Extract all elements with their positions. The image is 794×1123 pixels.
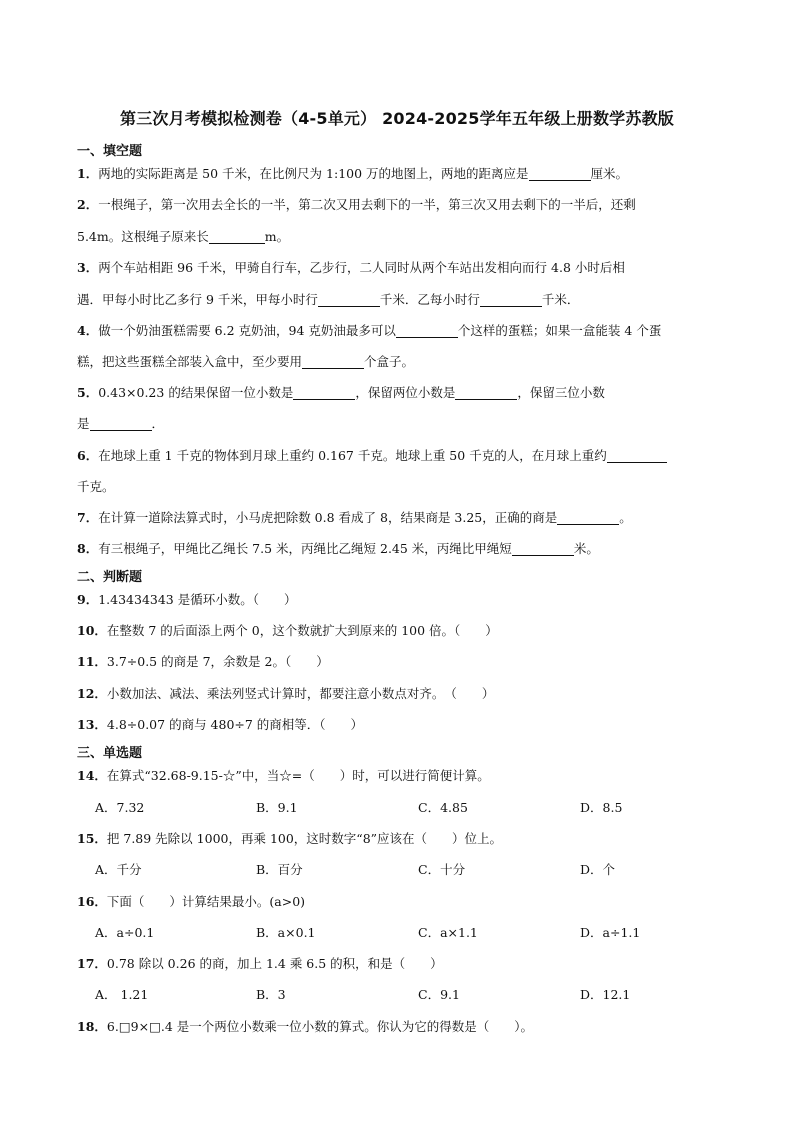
question-3 — [77, 259, 625, 277]
question-number: 5． — [77, 385, 99, 400]
question-number: 3． — [77, 260, 99, 275]
question-number: 14． — [77, 768, 107, 783]
question-text: 米。 — [573, 541, 599, 556]
question-text: 千克。 — [77, 479, 115, 494]
question-text: 6.□9×□.4 是一个两位小数乘一位小数的算式。你认为它的得数是（ ）。 — [106, 1019, 534, 1034]
option-d[interactable]: D．个 — [580, 862, 616, 877]
answer-blank[interactable] — [480, 293, 542, 307]
option-a[interactable]: A． 1.21 — [95, 987, 149, 1002]
answer-blank[interactable] — [318, 293, 380, 307]
question-text: 0.78 除以 0.26 的商，加上 1.4 乘 6.5 的积，和是（ ） — [106, 956, 443, 971]
answer-blank[interactable] — [557, 511, 619, 525]
option-a[interactable]: A．a÷0.1 — [95, 925, 155, 940]
question-number: 17． — [77, 956, 107, 971]
question-text: 5.4m。这根绳子原来长 — [77, 229, 209, 244]
section-judge-heading: 二、判断题 — [77, 570, 143, 585]
answer-blank[interactable] — [396, 324, 458, 338]
page-title: 第三次月考模拟检测卷（4-5单元） 2024-2025学年五年级上册数学苏教版 — [120, 109, 674, 128]
question-text: 下面（ ）计算结果最小。(a>0) — [106, 894, 306, 909]
question-5-cont — [77, 415, 164, 433]
question-7 — [77, 509, 632, 527]
question-text: 做一个奶油蛋糕需要 6.2 克奶油，94 克奶油最多可以 — [98, 323, 396, 338]
question-number: 12． — [77, 686, 107, 701]
question-number: 2． — [77, 197, 99, 212]
question-text: 遇．甲每小时比乙多行 9 千米，甲每小时行 — [77, 292, 318, 307]
question-text: 在算式“32.68-9.15-☆”中，当☆=（ ）时，可以进行简便计算。 — [106, 768, 490, 783]
option-b[interactable]: B．3 — [256, 987, 286, 1002]
question-text: 一根绳子，第一次用去全长的一半，第二次又用去剩下的一半，第三次又用去剩下的一半后，还剩 — [98, 197, 636, 212]
question-text: 0.43×0.23 的结果保留一位小数是 — [98, 385, 294, 400]
question-text: ． — [151, 416, 165, 431]
option-b[interactable]: B．百分 — [256, 862, 303, 877]
question-2 — [77, 196, 636, 214]
answer-blank[interactable] — [607, 449, 667, 463]
question-8 — [77, 540, 599, 558]
question-18 — [77, 1018, 533, 1036]
question-9 — [77, 591, 296, 609]
question-3-cont — [77, 291, 579, 309]
option-b[interactable]: B．a×0.1 — [256, 925, 316, 940]
question-text: m。 — [264, 229, 290, 244]
question-13 — [77, 716, 363, 734]
answer-blank[interactable] — [529, 167, 591, 181]
question-text: 在整数 7 的后面添上两个 0，这个数就扩大到原来的 100 倍。（ ） — [106, 623, 498, 638]
question-11 — [77, 653, 329, 671]
option-d[interactable]: D．12.1 — [580, 987, 631, 1002]
question-text: 。 — [619, 510, 632, 525]
question-number: 11． — [77, 654, 107, 669]
question-number: 13． — [77, 717, 107, 732]
question-text: 1.43434343 是循环小数。（ ） — [98, 592, 297, 607]
option-c[interactable]: C．a×1.1 — [418, 925, 478, 940]
section-choice-heading: 三、单选题 — [77, 746, 143, 761]
option-d[interactable]: D．a÷1.1 — [580, 925, 641, 940]
question-number: 18． — [77, 1019, 107, 1034]
option-c[interactable]: C．4.85 — [418, 800, 468, 815]
question-text: 小数加法、减法、乘法列竖式计算时，都要注意小数点对齐。 （ ） — [106, 686, 495, 701]
question-15 — [77, 830, 502, 848]
question-6-cont — [77, 478, 115, 496]
option-c[interactable]: C．9.1 — [418, 987, 460, 1002]
question-4-cont — [77, 353, 414, 371]
question-text: 是 — [77, 416, 90, 431]
option-d[interactable]: D．8.5 — [580, 800, 623, 815]
question-17 — [77, 955, 443, 973]
question-5 — [77, 384, 605, 402]
question-text: 糕，把这些蛋糕全部装入盒中，至少要用 — [77, 354, 303, 369]
question-number: 15． — [77, 831, 107, 846]
answer-blank[interactable] — [293, 386, 355, 400]
option-b[interactable]: B．9.1 — [256, 800, 298, 815]
question-text: 在地球上重 1 千克的物体到月球上重约 0.167 千克。地球上重 50 千克的人，在月球上重约 — [98, 448, 607, 463]
question-1 — [77, 165, 628, 183]
question-text: 3.7÷0.5 的商是 7，余数是 2。（ ） — [106, 654, 329, 669]
answer-blank[interactable] — [90, 417, 152, 431]
question-16 — [77, 893, 305, 911]
question-number: 4． — [77, 323, 99, 338]
question-number: 6． — [77, 448, 99, 463]
question-4 — [77, 322, 661, 340]
answer-blank[interactable] — [209, 230, 265, 244]
question-6 — [77, 447, 667, 465]
question-text: 两个车站相距 96 千米，甲骑自行车，乙步行，二人同时从两个车站出发相向而行 4.8 小时后相 — [98, 260, 625, 275]
question-text: 厘米。 — [590, 166, 629, 181]
question-text: 个盒子。 — [364, 354, 415, 369]
question-number: 9． — [77, 592, 99, 607]
question-text: 两地的实际距离是 50 千米，在比例尺为 1:100 万的地图上，两地的距离应是 — [98, 166, 529, 181]
question-text: 在计算一道除法算式时，小马虎把除数 0.8 看成了 8，结果商是 3.25，正确的商是 — [98, 510, 558, 525]
question-12 — [77, 685, 494, 703]
question-number: 8． — [77, 541, 99, 556]
question-number: 7． — [77, 510, 99, 525]
question-10 — [77, 622, 498, 640]
section-fill-heading: 一、填空题 — [77, 144, 143, 159]
question-14 — [77, 767, 490, 785]
question-text: 4.8÷0.07 的商与 480÷7 的商相等．（ ） — [106, 717, 364, 732]
question-text: ，保留两位小数是 — [355, 385, 456, 400]
question-number: 1． — [77, 166, 99, 181]
option-a[interactable]: A．7.32 — [95, 800, 145, 815]
question-text: 有三根绳子，甲绳比乙绳长 7.5 米，丙绳比乙绳短 2.45 米，丙绳比甲绳短 — [98, 541, 512, 556]
question-text: 个这样的蛋糕；如果一盒能装 4 个蛋 — [457, 323, 662, 338]
question-text: ，保留三位小数 — [517, 385, 605, 400]
question-2-cont — [77, 228, 289, 246]
question-number: 16． — [77, 894, 107, 909]
question-text: 千米．乙每小时行 — [379, 292, 480, 307]
option-c[interactable]: C．十分 — [418, 862, 466, 877]
question-text: 千米． — [541, 292, 580, 307]
question-number: 10． — [77, 623, 107, 638]
question-text: 把 7.89 先除以 1000，再乘 100，这时数字“8”应该在（ ）位上。 — [106, 831, 503, 846]
answer-blank[interactable] — [455, 386, 517, 400]
answer-blank[interactable] — [512, 542, 574, 556]
option-a[interactable]: A．千分 — [95, 862, 142, 877]
answer-blank[interactable] — [302, 355, 364, 369]
